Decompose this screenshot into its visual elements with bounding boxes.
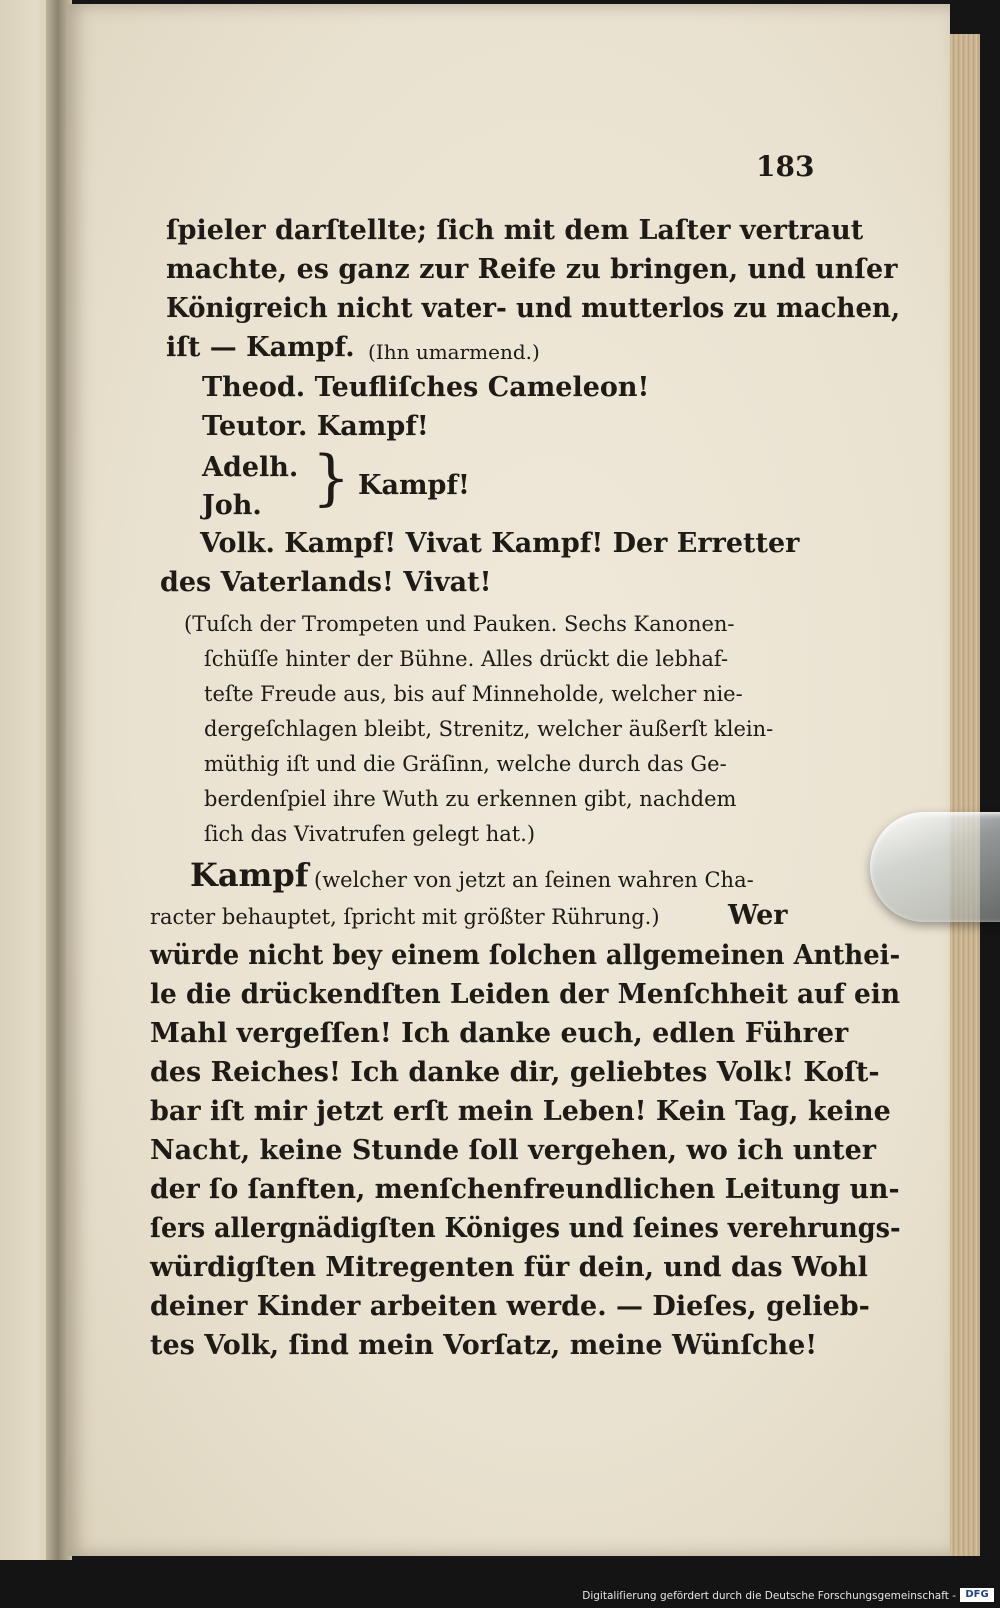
speech-line: tes Volk, ſind mein Vorſatz, meine Wünſche!	[150, 1330, 818, 1361]
speech-line: Mahl vergeſſen! Ich danke euch, edlen Führer	[150, 1018, 849, 1049]
speaker-brace: }	[312, 443, 351, 513]
glass-page-weight	[870, 812, 1000, 922]
stage-note: racter behauptet, ſpricht mit größter Rührung.)	[150, 905, 660, 929]
speech-line: würdigſten Mitregenten für dein, und das Wohl	[150, 1252, 868, 1283]
speech-line: Wer	[728, 900, 788, 931]
speech-line: bar iſt mir jetzt erſt mein Leben! Kein Tag, keine	[150, 1096, 891, 1127]
stage-direction-line: (Tuſch der Trompeten und Pauken. Sechs Kanonen-	[184, 612, 735, 636]
dfg-logo: DFG	[960, 1588, 994, 1602]
speech-line: deiner Kinder arbeiten werde. — Dieſes, gelieb-	[150, 1291, 870, 1322]
stage-direction-line: ſich das Vivatrufen gelegt hat.)	[204, 822, 536, 846]
page-edges	[950, 34, 980, 1556]
speech-line: des Reiches! Ich danke dir, geliebtes Volk! Koſt-	[150, 1057, 880, 1088]
stage-direction-line: teſte Freude aus, bis auf Minneholde, welcher nie-	[204, 682, 743, 706]
speech-line: ſers allergnädigſten Königes und ſeines verehrungs-	[150, 1213, 901, 1244]
speech-line: der ſo ſanften, menſchenfreundlichen Leitung un-	[150, 1174, 900, 1205]
speaker-name: Adelh.	[202, 452, 299, 483]
digitization-credit: Digitaliſierung gefördert durch die Deutsche Forschungsgemeinschaft -	[582, 1590, 956, 1602]
text-line: Königreich nicht vater- und mutterlos zu machen,	[166, 293, 901, 324]
speech-line: Kampf!	[358, 470, 470, 501]
stage-note: (welcher von jetzt an ſeinen wahren Cha-	[314, 868, 754, 892]
speaker-name: Kampf	[190, 856, 309, 894]
text-line: ſpieler darſtellte; ſich mit dem Laſter vertraut	[166, 215, 864, 246]
speech-line: Theod. Teufliſches Cameleon!	[202, 372, 650, 403]
text-line: iſt — Kampf.	[166, 332, 355, 363]
speech-line: würde nicht bey einem ſolchen allgemeinen Anthei-	[150, 940, 901, 971]
speech-line: Teutor. Kampf!	[202, 411, 429, 442]
text-line: machte, es ganz zur Reife zu bringen, und unſer	[166, 254, 898, 285]
stage-direction-line: müthig iſt und die Gräſinn, welche durch das Ge-	[204, 752, 727, 776]
speaker-name: Joh.	[202, 490, 262, 521]
page-number: 183	[756, 150, 815, 183]
speech-line: Volk. Kampf! Vivat Kampf! Der Erretter	[200, 528, 800, 559]
stage-direction-line: dergeſchlagen bleibt, Strenitz, welcher äußerſt klein-	[204, 717, 774, 741]
stage-direction-line: berdenſpiel ihre Wuth zu erkennen gibt, nachdem	[204, 787, 737, 811]
stage-direction-line: ſchüſſe hinter der Bühne. Alles drückt die lebhaf-	[204, 647, 729, 671]
speech-line: des Vaterlands! Vivat!	[160, 567, 492, 598]
speech-line: Nacht, keine Stunde ſoll vergehen, wo ich unter	[150, 1135, 876, 1166]
stage-note: (Ihn umarmend.)	[368, 340, 540, 364]
speech-line: le die drückendſten Leiden der Menſchheit auf ein	[150, 979, 901, 1010]
